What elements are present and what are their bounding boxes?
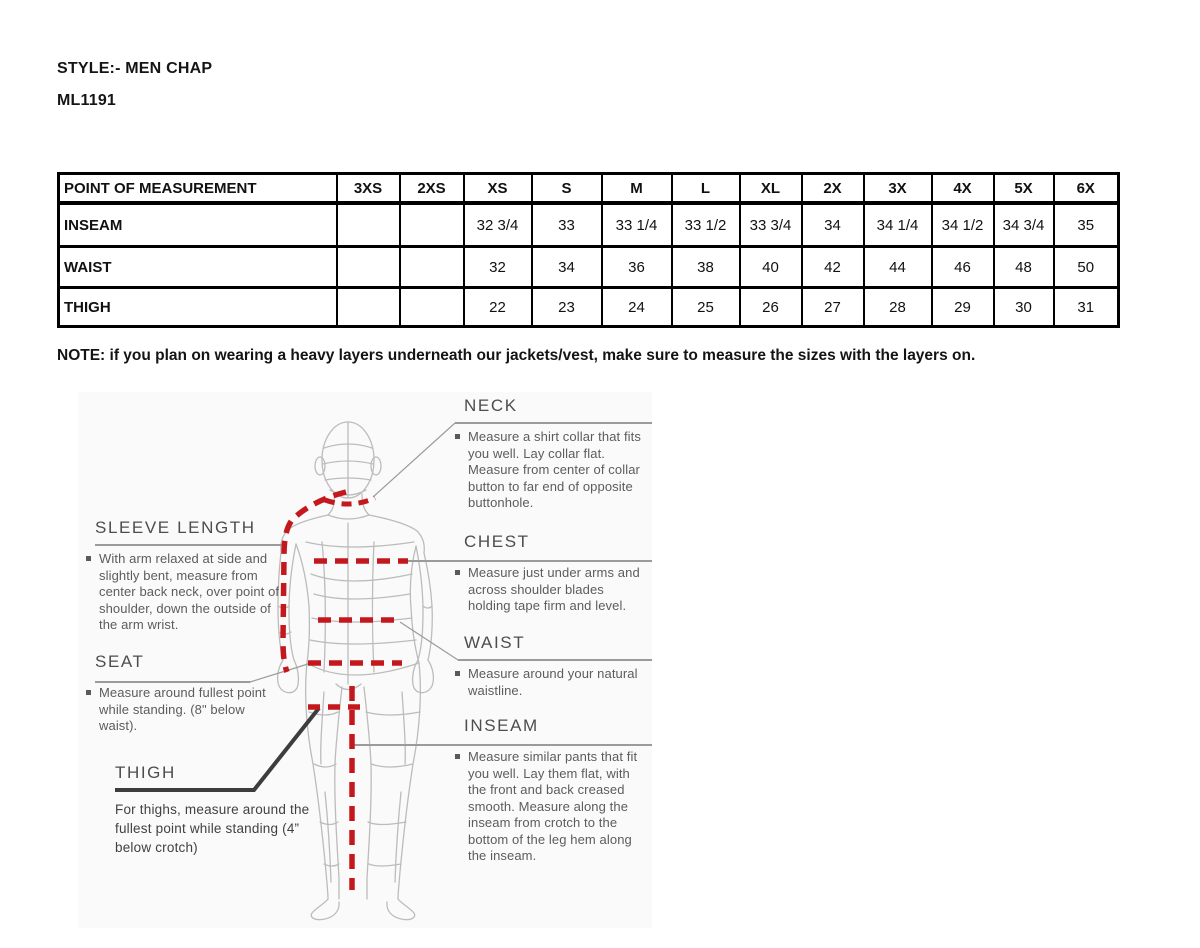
sleeve-length-instructions: With arm relaxed at side and slightly bent, measure from center back neck, over point of shoulder, down the outside of the arm wrist. bbox=[99, 551, 280, 632]
thigh-heading: THIGH bbox=[115, 763, 176, 782]
table-cell: 34 3/4 bbox=[994, 203, 1054, 247]
seat-section bbox=[88, 652, 278, 735]
table-cell: 44 bbox=[864, 247, 932, 288]
table-cell: 25 bbox=[672, 288, 740, 327]
table-cell: 29 bbox=[932, 288, 994, 327]
inseam-heading: INSEAM bbox=[464, 716, 539, 735]
table-cell: 30 bbox=[994, 288, 1054, 327]
column-header: S bbox=[532, 174, 602, 204]
table-cell: 32 bbox=[464, 247, 532, 288]
table-cell: 22 bbox=[464, 288, 532, 327]
column-header: 5X bbox=[994, 174, 1054, 204]
table-cell: 27 bbox=[802, 288, 864, 327]
neck-instructions: Measure a shirt collar that fits you well. Lay collar flat. Measure from center of collar button to far end of opposite buttonhole. bbox=[468, 429, 641, 510]
column-header: 2XS bbox=[400, 174, 464, 204]
table-cell bbox=[337, 203, 400, 247]
neck-measure-line bbox=[325, 498, 375, 504]
table-cell: 26 bbox=[740, 288, 802, 327]
table-cell: 33 3/4 bbox=[740, 203, 802, 247]
column-header: XL bbox=[740, 174, 802, 204]
table-cell: 46 bbox=[932, 247, 994, 288]
row-label: WAIST bbox=[59, 247, 337, 288]
chest-section bbox=[452, 532, 644, 615]
table-cell bbox=[400, 247, 464, 288]
table-cell: 35 bbox=[1054, 203, 1119, 247]
table-cell bbox=[337, 247, 400, 288]
neck-section bbox=[452, 396, 644, 512]
column-header: M bbox=[602, 174, 672, 204]
table-cell: 48 bbox=[994, 247, 1054, 288]
table-cell: 24 bbox=[602, 288, 672, 327]
style-title: STYLE:- MEN CHAP bbox=[57, 60, 213, 77]
bullet-icon bbox=[455, 754, 460, 759]
table-cell bbox=[400, 288, 464, 327]
column-header: 6X bbox=[1054, 174, 1119, 204]
table-cell: 32 3/4 bbox=[464, 203, 532, 247]
table-cell: 34 bbox=[532, 247, 602, 288]
table-cell: 34 1/2 bbox=[932, 203, 994, 247]
chest-heading: CHEST bbox=[464, 532, 530, 551]
measurement-diagram bbox=[78, 392, 652, 928]
row-label: INSEAM bbox=[59, 203, 337, 247]
column-header: 4X bbox=[932, 174, 994, 204]
sleeve-length-heading: SLEEVE LENGTH bbox=[95, 518, 256, 537]
table-cell: 34 bbox=[802, 203, 864, 247]
bullet-icon bbox=[455, 434, 460, 439]
seat-heading: SEAT bbox=[95, 652, 145, 671]
inseam-instructions: Measure similar pants that fit you well. Lay them flat, with the front and back creased smooth. Measure along the inseam from crotch to the bottom of the leg hem along the inseam. bbox=[468, 749, 638, 863]
sleeve-length-section bbox=[88, 518, 290, 634]
row-label: THIGH bbox=[59, 288, 337, 327]
column-header: POINT OF MEASUREMENT bbox=[59, 174, 337, 204]
column-header: XS bbox=[464, 174, 532, 204]
table-cell bbox=[400, 203, 464, 247]
table-cell: 33 bbox=[532, 203, 602, 247]
bullet-icon bbox=[455, 570, 460, 575]
waist-instructions: Measure around your natural waistline. bbox=[468, 666, 638, 698]
waist-section bbox=[452, 633, 644, 699]
table-cell: 40 bbox=[740, 247, 802, 288]
thigh-instructions: For thighs, measure around the fullest point while standing (4” below crotch) bbox=[115, 802, 310, 855]
table-cell: 28 bbox=[864, 288, 932, 327]
neck-heading: NECK bbox=[464, 396, 518, 415]
table-cell: 38 bbox=[672, 247, 740, 288]
column-header: 2X bbox=[802, 174, 864, 204]
table-cell: 50 bbox=[1054, 247, 1119, 288]
table-cell: 23 bbox=[532, 288, 602, 327]
sleeve-measure-line bbox=[283, 492, 346, 672]
table-header-row bbox=[59, 174, 1119, 204]
table-cell: 36 bbox=[602, 247, 672, 288]
column-header: 3X bbox=[864, 174, 932, 204]
table-row bbox=[59, 288, 1119, 327]
table-cell: 33 1/2 bbox=[672, 203, 740, 247]
table-cell: 33 1/4 bbox=[602, 203, 672, 247]
inseam-section bbox=[452, 716, 652, 865]
chest-instructions: Measure just under arms and across shoulder blades holding tape firm and level. bbox=[468, 565, 640, 613]
column-header: L bbox=[672, 174, 740, 204]
table-row bbox=[59, 247, 1119, 288]
style-code: ML1191 bbox=[57, 92, 117, 109]
bullet-icon bbox=[86, 690, 91, 695]
table-cell: 42 bbox=[802, 247, 864, 288]
note-text: NOTE: if you plan on wearing a heavy layers underneath our jackets/vest, make sure to measure the sizes with the layers on. bbox=[57, 347, 976, 364]
table-cell: 34 1/4 bbox=[864, 203, 932, 247]
table-cell bbox=[337, 288, 400, 327]
bullet-icon bbox=[86, 556, 91, 561]
seat-instructions: Measure around fullest point while standing. (8" below waist). bbox=[99, 685, 266, 733]
waist-heading: WAIST bbox=[464, 633, 526, 652]
size-table bbox=[57, 172, 1120, 328]
column-header: 3XS bbox=[337, 174, 400, 204]
bullet-icon bbox=[455, 671, 460, 676]
table-cell: 31 bbox=[1054, 288, 1119, 327]
thigh-section bbox=[108, 763, 324, 857]
table-row bbox=[59, 203, 1119, 247]
